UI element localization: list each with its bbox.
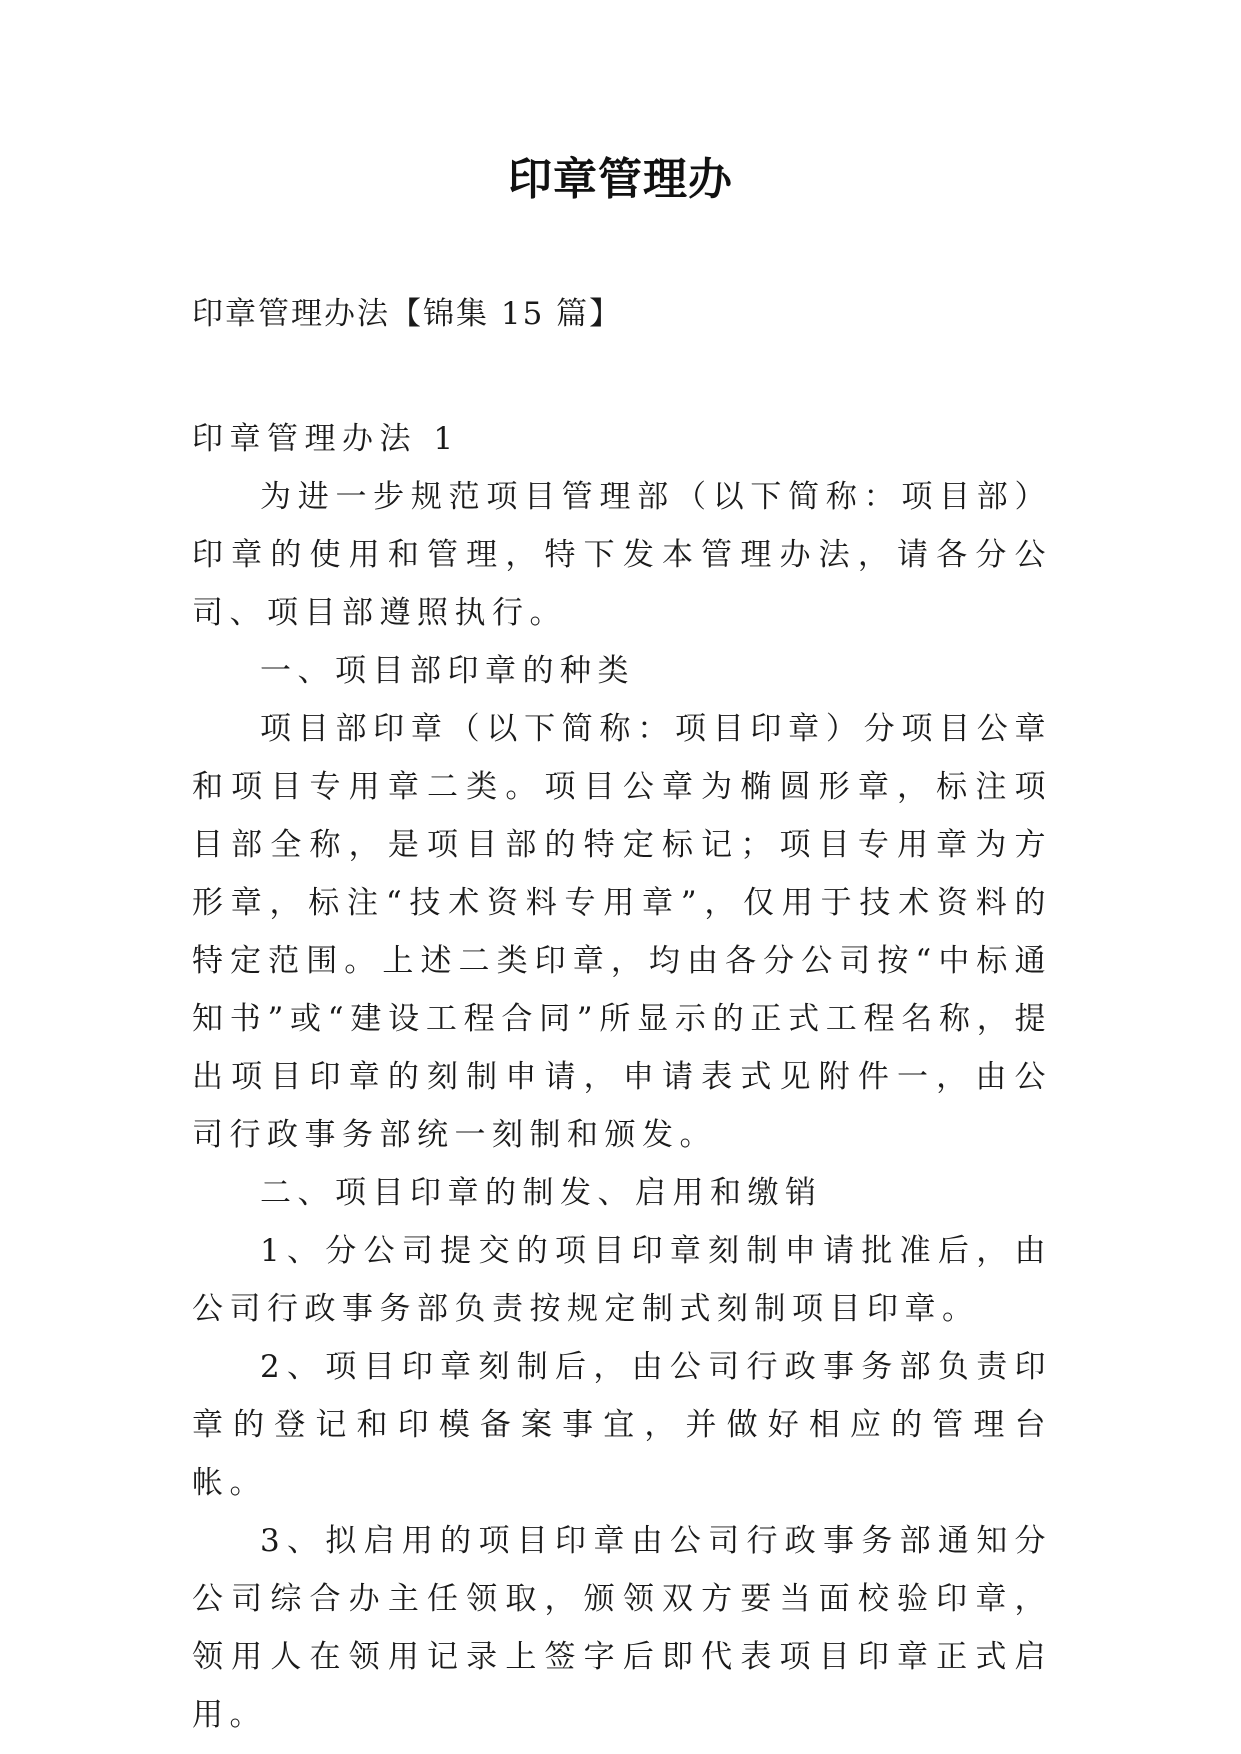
document-title: 印章管理办: [508, 154, 733, 205]
document-subtitle: 印章管理办法【锦集 15 篇】: [192, 296, 623, 332]
paragraph: 为进一步规范项目管理部（以下简称：项目部）印章的使用和管理，特下发本管理办法，请各分公司、项目部遵照执行。: [192, 479, 1052, 631]
paragraph: 1、分公司提交的项目印章刻制申请批准后，由公司行政事务部负责按规定制式刻制项目印章。: [192, 1233, 1052, 1327]
paragraph: 一、项目部印章的种类: [260, 653, 635, 689]
paragraph: 2、项目印章刻制后，由公司行政事务部负责印章的登记和印模备案事宜，并做好相应的管理台帐。: [192, 1349, 1052, 1501]
section-heading: 印章管理办法 1: [192, 421, 460, 457]
document-body: [192, 410, 1052, 1744]
paragraph: 项目部印章（以下简称：项目印章）分项目公章和项目专用章二类。项目公章为椭圆形章，标注项目部全称，是项目部的特定标记；项目专用章为方形章，标注“技术资料专用章”，仅用于技术资料的特定范围。上述二类印章，均由各分公司按“中标通知书”或“建设工程合同”所显示的正式工程名称，提出项目印章的刻制申请，申请表式见附件一，由公司行政事务部统一刻制和颁发。: [192, 711, 1052, 1153]
paragraph: 3、拟启用的项目印章由公司行政事务部通知分公司综合办主任领取，颁领双方要当面校验印章，领用人在领用记录上签字后即代表项目印章正式启用。: [192, 1523, 1052, 1733]
paragraph: 二、项目印章的制发、启用和缴销: [260, 1175, 823, 1211]
